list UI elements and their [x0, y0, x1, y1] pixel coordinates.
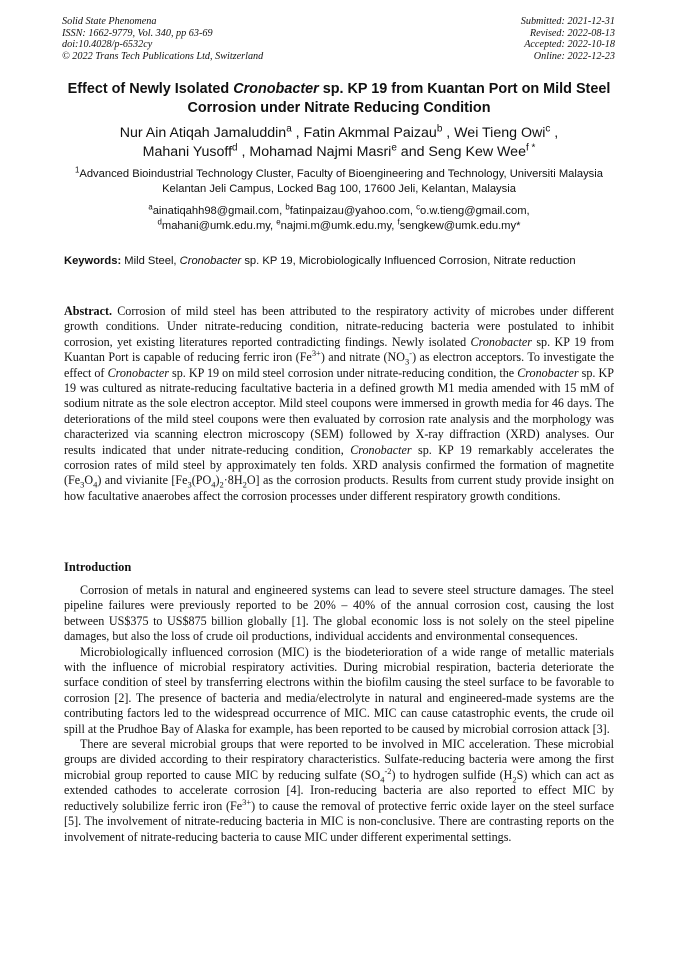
title-italic: Cronobacter: [233, 81, 319, 97]
section-heading-introduction: Introduction: [64, 560, 132, 574]
journal-header-right: [521, 16, 615, 62]
author: Mohamad Najmi Masri$^e$ and: [249, 142, 429, 160]
author: Seng Kew Wee$^{f *}$: [428, 142, 536, 160]
author: Mahani Yusoff$^d$ ,: [142, 142, 250, 160]
author-email[interactable]: $^a$ainatiqahh98@gmail.com: [148, 202, 280, 217]
journal-header-left: [62, 16, 263, 62]
introduction-body: [64, 583, 614, 845]
author: Fatin Akmmal Paizau$^b$ ,: [303, 123, 455, 141]
paragraph: Microbiologically influenced corrosion (MIC) is the biodeterioration of a wide range of metallic materials with the influence of microbial respiratory activities. During microbial respiration, bacteria deteriorate the surface condition of steel by transferring electrons within the biofilm causing the steel surface to be favorable to corrosion [2]. The presence of bacteria and media/electrolyte in natural and engineered-made systems are the contributing factors led to the widespread occurrence of MIC. MIC can cause catastrophic events, the crude oil spill at the Prudhoe Bay of Alaska for example, has been reported to be caused by microbial corrosion attack [3].: [64, 644, 614, 736]
author: Wei Tieng Owi$^c$ ,: [454, 123, 559, 141]
author-email[interactable]: $^e$najmi.m@umk.edu.my: [276, 216, 392, 232]
journal-doi[interactable]: doi:10.4028/p-6532cy: [62, 39, 153, 51]
author-email[interactable]: $^d$mahani@umk.edu.my: [157, 216, 271, 232]
email-list: $^a$ainatiqahh98@gmail.com, $^b$fatinpaizau@yahoo.com, $^c$o.w.tieng@gmail.com, $^d$mahani@umk.edu.my, $^e$najmi.m@umk.edu.my, $^f$sengkew@umk.edu.my*: [148, 202, 530, 232]
journal-issn: ISSN: 1662-9779, Vol. 340, pp 63-69: [62, 27, 213, 39]
date-accepted: Accepted: 2022-10-18: [524, 39, 615, 51]
affiliation: $^1$Advanced Bioindustrial Technology Cluster, Faculty of Bioengineering and Technology, Universiti Malaysia Kelantan Jeli Campus, Locked Bag 100, 17600 Jeli, Kelantan, Malaysia: [75, 165, 603, 195]
author: Nur Ain Atiqah Jamaluddin$^a$ ,: [119, 123, 304, 141]
journal-copyright: © 2022 Trans Tech Publications Ltd, Switzerland: [62, 50, 264, 62]
paragraph: There are several microbial groups that were reported to be involved in MIC acceleration. These microbial groups are divided according to their respiratory characteristics. Sulfate-reducing bacteria were among the first microbial group reported to cause MIC by reducing sulfate $(SO_4^{-2})$ to hydrogen sulfide $(H_2S)$ which can act as extended cathodes to accelerate corrosion [4]. Iron-reducing bacteria are also reported to effect MIC by reductively solubilize ferric iron $(Fe^{3+})$ to cause the removal of protective ferric oxide layer on the steel surface [5]. The involvement of nitrate-reducing bacteria in MIC is non-conclusive. There are contrasting reports on the involvement of nitrate-reducing bacteria to cause MIC under different experimental settings.: [64, 737, 615, 844]
paragraph: Corrosion of metals in natural and engineered systems can lead to severe steel structure damages. The steel pipeline failures were previously reported to be 20% – 40% of the annual corrosion cost, causing the lost between US$375 to US$875 billion globally [1]. The global economic loss is not solely on the steel pipeline damages, but also the loss of crude oil productions, individual accidents and environmental consequences.: [64, 583, 614, 644]
journal-name: Solid State Phenomena: [62, 16, 157, 27]
paper-title: Effect of Newly Isolated Cronobacter sp. KP 19 from Kuantan Port on Mild Steel Corrosion under Nitrate Reducing Condition: [67, 81, 611, 116]
author-email[interactable]: $^b$fatinpaizau@yahoo.com: [285, 202, 410, 217]
date-online: Online: 2022-12-23: [533, 50, 615, 62]
abstract: Abstract. Corrosion of mild steel has been attributed to the respiratory activity of microbes under different growth conditions. Under nitrate-reducing condition, nitrate-reducing bacteria were postulated to inhibit corrosion, yet existing literatures reported contradicting findings. Newly isolated Cronobacter sp. KP 19 from Kuantan Port is capable of reducing ferric iron $(Fe^{3+})$ and nitrate $(NO_3^-)$ as electron acceptors. To investigate the effect of Cronobacter sp. KP 19 on mild steel corrosion under nitrate-reducing condition, the Cronobacter sp. KP 19 was cultured as nitrate-reducing facultative bacteria in a defined growth M1 media amended with 15 mM of sodium nitrate as the sole electron acceptor. Mild steel coupons were immersed in growth media for 46 days. The deteriorations of the mild steel coupons were then evaluated by corrosion rate analysis and the morphology was characterized via scanning electron microscopy (SEM) followed by X-ray diffraction (XRD) analyses. Our results indicated that under nitrate-reducing condition, Cronobacter sp. KP 19 remarkably accelerates the corrosion rates of mild steel by approximately ten folds. XRD analysis confirmed the formation of magnetite $(Fe_3O_4)$ and vivianite $[Fe_3(PO_4)_2\cdot 8H_2O]$ as the corrosion products. Results from current study provide insight on how facultative anaerobes affect the corrosion processes under different respiratory growth conditions.: [64, 304, 615, 503]
date-submitted: Submitted: 2021-12-31: [520, 16, 615, 27]
abstract-label: Abstract.: [64, 304, 113, 318]
keywords: Keywords: Mild Steel, Cronobacter sp. KP 19, Microbiologically Influenced Corrosion, Nitrate reduction: [64, 255, 576, 267]
keywords-label: Keywords:: [64, 255, 122, 267]
date-revised: Revised: 2022-08-13: [529, 27, 615, 39]
author-list: [60, 124, 618, 162]
author-email[interactable]: $^c$o.w.tieng@gmail.com: [416, 202, 527, 217]
author-email[interactable]: $^f$sengkew@umk.edu.my*: [397, 216, 521, 232]
